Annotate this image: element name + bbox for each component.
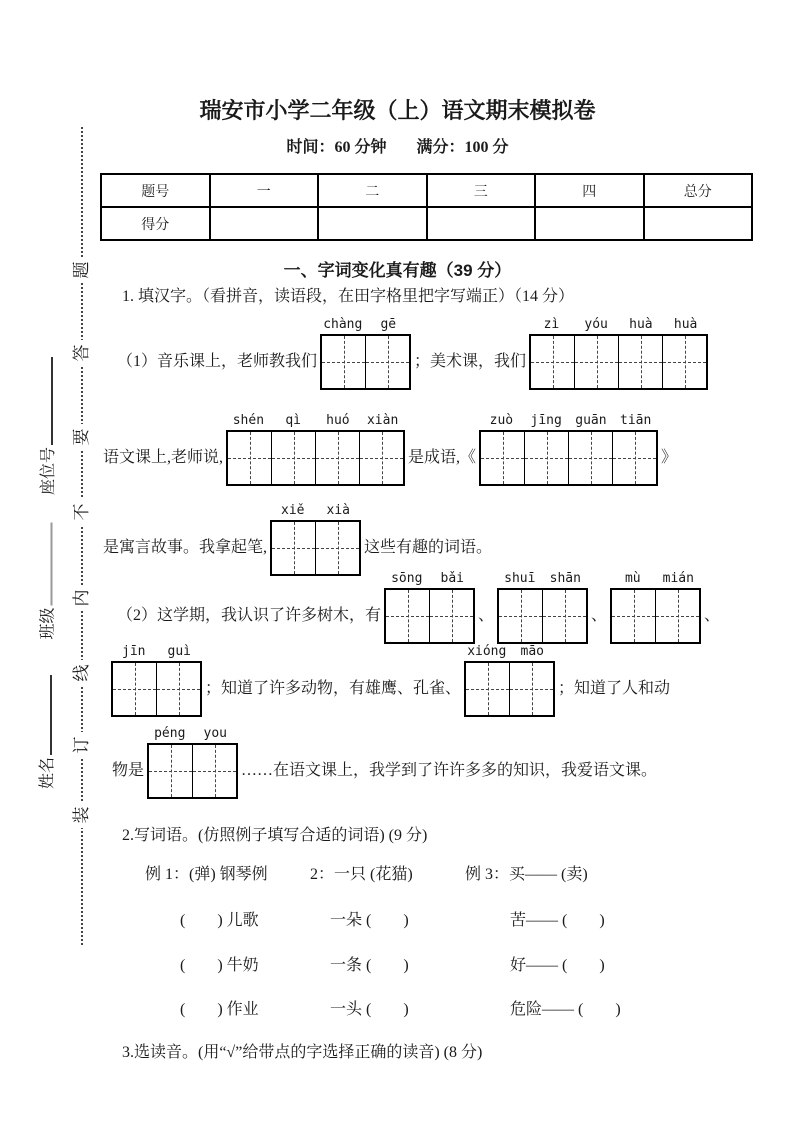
q1-line-4 [100, 571, 753, 644]
section-1-heading: 一、字词变化真有趣（39 分） [283, 261, 512, 280]
score-header-cell: 总分 [644, 174, 753, 207]
q2-blank: 一朵 ( ) [330, 912, 409, 929]
pinyin-row [384, 571, 475, 586]
pinyin-syllable: mù [624, 571, 641, 586]
tianzige-grid-xiongmao[interactable] [464, 644, 555, 717]
q1-line2-lead: 语文课上,老师说, [103, 449, 224, 466]
full-score: 满分：100 分 [416, 139, 509, 156]
tianzige-cell[interactable] [575, 336, 619, 388]
tianzige-grid-shuishan[interactable] [497, 571, 588, 644]
pinyin-syllable: huà [629, 317, 653, 332]
q2-example-1: 例 1：(弹) 钢琴例 [145, 866, 268, 883]
question-1-text: 1. 填汉字。（看拼音，读语段，在田字格里把字写端正）（14 分） [122, 288, 575, 305]
pinyin-syllable: gē [380, 317, 397, 332]
score-cell-empty[interactable] [535, 207, 644, 240]
pinyin-row [320, 317, 411, 332]
pinyin-syllable: zì [543, 317, 560, 332]
q2-example-2: 2：一只 (花猫) [310, 866, 413, 883]
tianzige-cells [320, 334, 411, 390]
class-blank[interactable] [36, 522, 53, 605]
q1-line-6 [100, 726, 753, 799]
pinyin-syllable: mián [662, 571, 694, 586]
tianzige-cells [464, 661, 555, 717]
score-table-header-row [101, 174, 752, 207]
pinyin-syllable: jīn [122, 644, 146, 659]
binding-line-char: 订 [69, 732, 95, 758]
pinyin-syllable: péng [154, 726, 186, 741]
tianzige-cell[interactable] [157, 663, 200, 715]
tianzige-cell[interactable] [366, 336, 409, 388]
tianzige-cell[interactable] [316, 522, 359, 574]
q1-line3-end: 这些有趣的词语。 [364, 539, 493, 556]
q2-blank: 苦—— ( ) [510, 912, 605, 929]
binding-line-char: 线 [69, 660, 95, 686]
seat-number-label [36, 330, 61, 495]
q1-line5-mid: ；知道了许多动物，有雄鹰、孔雀、 [205, 680, 462, 697]
pinyin-syllable: shuī [504, 571, 536, 586]
tianzige-cell[interactable] [113, 663, 157, 715]
score-cell-empty[interactable] [210, 207, 319, 240]
score-header-cell: 三 [427, 174, 536, 207]
score-header-cell: 一 [210, 174, 319, 207]
score-header-cell: 题号 [101, 174, 210, 207]
name-blank[interactable] [35, 675, 52, 755]
tianzige-grid-mumian[interactable] [610, 571, 701, 644]
q1-line-2 [100, 413, 753, 486]
tianzige-cells [111, 661, 202, 717]
tianzige-grid-pengyou[interactable] [147, 726, 238, 799]
exam-meta [71, 136, 724, 160]
q2-answer-row [100, 910, 753, 932]
q2-example-3: 例 3：买—— (卖) [465, 866, 588, 883]
pinyin-syllable: shān [549, 571, 581, 586]
class-label [36, 500, 61, 640]
score-cell-empty[interactable] [644, 207, 753, 240]
q1-line3-lead: 是寓言故事。我拿起笔, [103, 539, 268, 556]
pinyin-syllable: xiě [281, 503, 305, 518]
tianzige-cells [226, 430, 405, 486]
pinyin-syllable: you [203, 726, 227, 741]
q1-line4-lead: （2）这学期，我认识了许多树木，有 [117, 607, 382, 624]
binding-line-char: 内 [69, 585, 95, 611]
q2-example-row [100, 864, 753, 886]
pinyin-syllable: shén [232, 413, 265, 428]
pinyin-syllable: jīng [530, 413, 562, 428]
class-text: 班级 [39, 607, 57, 640]
pinyin-syllable: guān [575, 413, 607, 428]
q1-line6-lead: 物是 [112, 762, 145, 779]
tianzige-cell[interactable] [481, 432, 525, 484]
tianzige-cell[interactable] [663, 336, 706, 388]
tianzige-cell[interactable] [360, 432, 403, 484]
seat-number-blank[interactable] [36, 357, 53, 445]
tianzige-cell[interactable] [525, 432, 569, 484]
pinyin-syllable: zuò [489, 413, 514, 428]
tianzige-grid-xiexia[interactable] [270, 503, 361, 576]
tianzige-grid-songbai[interactable] [384, 571, 475, 644]
pinyin-syllable: yóu [584, 317, 608, 332]
q2-answer-row [100, 955, 753, 977]
score-cell-empty[interactable] [427, 207, 536, 240]
q1-line1-mid: ；美术课，我们 [414, 353, 527, 370]
tianzige-cell[interactable] [272, 522, 316, 574]
pinyin-syllable: bǎi [440, 571, 464, 586]
tianzige-cell[interactable] [466, 663, 510, 715]
page-title: 瑞安市小学二年级（上）语文期末模拟卷 [199, 98, 596, 123]
tianzige-grid-zuojingguantian[interactable] [479, 413, 658, 486]
score-table-score-row [101, 207, 752, 240]
name-text: 姓名 [39, 756, 56, 789]
tianzige-cell[interactable] [430, 590, 473, 642]
tianzige-cell[interactable] [612, 590, 656, 642]
pinyin-row [610, 571, 701, 586]
binding-line-char: 答 [69, 340, 95, 366]
tianzige-cell[interactable] [386, 590, 430, 642]
pinyin-row [464, 644, 555, 659]
binding-line-char: 题 [69, 257, 95, 283]
tianzige-cell[interactable] [613, 432, 656, 484]
pinyin-syllable: xióng [467, 644, 507, 659]
question-3-text: 3.选读音。(用“√”给带点的字选择正确的读音) (8 分) [122, 1044, 483, 1061]
tianzige-cell[interactable] [531, 336, 575, 388]
binding-line-char: 要 [69, 424, 95, 450]
q2-blank: 一条 ( ) [330, 957, 409, 974]
q2-blank: ( ) 牛奶 [180, 957, 259, 974]
score-cell-empty[interactable] [318, 207, 427, 240]
pinyin-syllable: xiàn [366, 413, 399, 428]
q1-line-5 [100, 644, 753, 717]
q1-line2-mid: 是成语,《 [408, 449, 477, 466]
tianzige-grid-shenqihuoxian[interactable] [226, 413, 405, 486]
pinyin-row [226, 413, 405, 428]
enum-comma: 、 [591, 607, 608, 624]
tianzige-grid-changge[interactable] [320, 317, 411, 390]
pinyin-row [529, 317, 708, 332]
binding-line-char: 不 [69, 499, 95, 525]
tianzige-cell[interactable] [272, 432, 316, 484]
pinyin-syllable: māo [520, 644, 544, 659]
tianzige-cells [270, 520, 361, 576]
tianzige-cell[interactable] [228, 432, 272, 484]
pinyin-row [270, 503, 361, 518]
tianzige-cell[interactable] [543, 590, 586, 642]
tianzige-grid-jingui[interactable] [111, 644, 202, 717]
pinyin-syllable: huó [326, 413, 350, 428]
pinyin-syllable: guì [167, 644, 191, 659]
seat-number-text: 座位号 [40, 446, 57, 495]
exam-content [100, 0, 753, 1064]
q1-line6-end: ……在语文课上，我学到了许许多多的知识，我爱语文课。 [241, 762, 658, 779]
tianzige-cells [384, 588, 475, 644]
tianzige-cell[interactable] [569, 432, 613, 484]
tianzige-cell[interactable] [619, 336, 663, 388]
pinyin-row [479, 413, 658, 428]
tianzige-cell[interactable] [149, 745, 193, 797]
time-limit: 时间：60 分钟 [286, 139, 387, 156]
tianzige-cells [497, 588, 588, 644]
tianzige-cells [479, 430, 658, 486]
q2-blank: 好—— ( ) [510, 957, 605, 974]
q1-line-1 [100, 317, 753, 390]
pinyin-row [147, 726, 238, 741]
q2-blank: ( ) 儿歌 [180, 912, 259, 929]
pinyin-syllable: xià [326, 503, 350, 518]
q1-line-3 [100, 503, 753, 576]
q1-line2-end: 》 [661, 449, 678, 466]
tianzige-cell[interactable] [316, 432, 360, 484]
score-row-label: 得分 [101, 207, 210, 240]
q1-line1-lead: （1）音乐课上，老师教我们 [117, 353, 318, 370]
tianzige-cell[interactable] [322, 336, 366, 388]
q1-line5-end: ；知道了人和动 [558, 680, 671, 697]
tianzige-cell[interactable] [499, 590, 543, 642]
q2-blank: ( ) 作业 [180, 1001, 259, 1018]
tianzige-cells [147, 743, 238, 799]
question-2-text: 2.写词语。(仿照例子填写合适的词语) (9 分) [122, 827, 428, 844]
score-header-cell: 二 [318, 174, 427, 207]
tianzige-cell[interactable] [510, 663, 553, 715]
pinyin-row [111, 644, 202, 659]
binding-line-char: 装 [69, 802, 95, 828]
tianzige-cells [610, 588, 701, 644]
pinyin-syllable: huà [673, 317, 698, 332]
pinyin-row [497, 571, 588, 586]
q2-answer-row [100, 999, 753, 1021]
pinyin-syllable: qì [285, 413, 301, 428]
tianzige-cell[interactable] [656, 590, 699, 642]
pinyin-syllable: tiān [620, 413, 652, 428]
enum-comma: 、 [478, 607, 495, 624]
score-header-cell: 四 [535, 174, 644, 207]
tianzige-cell[interactable] [193, 745, 236, 797]
enum-comma: 、 [704, 607, 721, 624]
q2-blank: 危险—— ( ) [510, 1001, 621, 1018]
q2-blank: 一头 ( ) [330, 1001, 409, 1018]
name-label [35, 644, 60, 789]
tianzige-cells [529, 334, 708, 390]
pinyin-syllable: chàng [323, 317, 363, 332]
tianzige-grid-ziyouhuahua[interactable] [529, 317, 708, 390]
pinyin-syllable: sōng [391, 571, 423, 586]
score-table [100, 173, 753, 241]
